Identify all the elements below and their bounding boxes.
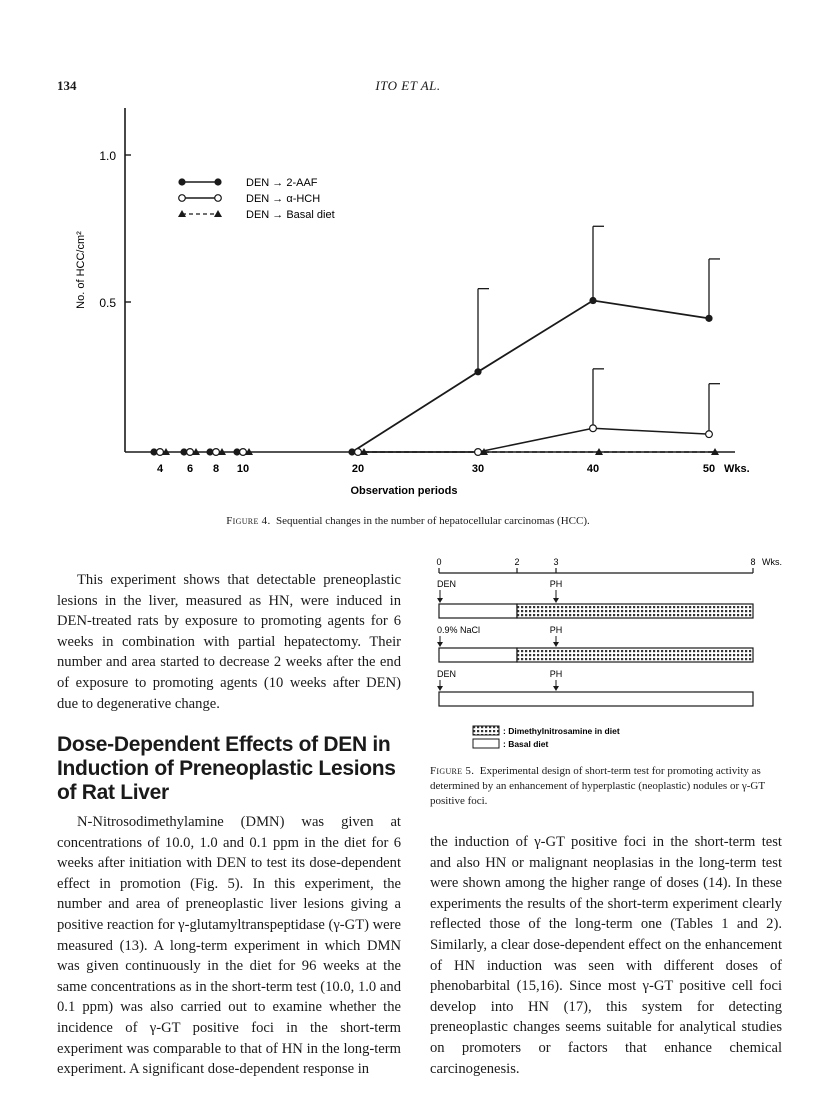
group-1-dmn-bar: [517, 604, 753, 618]
section-heading: Dose-Dependent Effects of DEN in Induction of Preneoplastic Lesions of Rat Liver: [57, 733, 396, 804]
legend-hatched-swatch: [473, 726, 499, 735]
legend-label-hch: DEN → α-HCH: [246, 193, 321, 205]
running-head: ITO ET AL.: [375, 78, 441, 93]
group-ph-label: PH: [549, 669, 563, 679]
group-ph-label: PH: [549, 625, 563, 635]
group-start-label: DEN: [437, 579, 457, 589]
series-line: [352, 301, 709, 452]
paragraph: This experiment shows that detectable preneoplastic lesions in the liver, measured as HN, were induced in DEN-treated rats by exposure to promoting agents for 6 weeks in combination with partial hepatectomy. Their number and area started to decrease 2 weeks after the end of exposure to promoting agents (10 weeks after DEN) due to degenerative change.: [57, 572, 401, 712]
figure-4-chart: [0, 0, 816, 510]
x-tick-label: 50: [702, 463, 716, 475]
data-point: [474, 368, 481, 375]
group-ph-label: PH: [549, 579, 563, 589]
data-point: [706, 431, 713, 438]
legend-label-2aaf: DEN → 2-AAF: [246, 177, 318, 189]
group-start-label: DEN: [437, 669, 457, 679]
left-column-bottom: [57, 812, 401, 1080]
figure-5-caption: [430, 764, 782, 809]
x-tick-label: 4: [156, 463, 164, 475]
figure-4-caption-text: Sequential changes in the number of hepatocellular carcinomas (HCC).: [276, 515, 590, 527]
data-point: [705, 315, 712, 322]
scale-tick: 0: [436, 557, 442, 567]
figure-5-diagram: [425, 550, 795, 755]
group-start-label: 0.9% NaCl: [437, 625, 481, 635]
scale-tick: 8: [750, 557, 756, 567]
page-number: 134: [57, 78, 77, 93]
series-line: [358, 428, 709, 452]
x-tick-label: 6: [186, 463, 194, 475]
x-tick-label: 10: [236, 463, 250, 475]
scale-tick: 3: [553, 557, 559, 567]
group-1-basal-bar: [439, 604, 517, 618]
x-tick-label: 40: [586, 463, 600, 475]
x-tick-label: 20: [351, 463, 365, 475]
group-3-basal-bar: [439, 692, 753, 706]
figure-4-caption-label: Figure 4.: [226, 515, 271, 527]
figure-5-caption-text: Experimental design of short-term test for promoting activity as determined by an enhancement of hyperplastic (neoplastic) nodules or γ-GT positive foci.: [430, 765, 765, 807]
x-axis-label: Observation periods: [350, 485, 458, 497]
x-tick-label: 30: [471, 463, 485, 475]
figure-5-caption-label: Figure 5.: [430, 765, 475, 777]
group-2-basal-bar: [439, 648, 517, 662]
figure-4-caption: [0, 514, 816, 529]
data-point: [590, 425, 597, 432]
y-tick-label: 1.0: [99, 149, 116, 163]
scale-unit: Wks.: [762, 557, 782, 567]
y-tick-label: 0.5: [99, 296, 116, 310]
legend-plain-swatch: [473, 739, 499, 748]
paragraph: N-Nitrosodimethylamine (DMN) was given at concentrations of 10.0, 1.0 and 0.1 ppm in the diet for 6 weeks after initiation with DEN to test its dose-dependent effect in promotion (Fig. 5). In this experiment, the number and area of preneoplastic liver lesions giving a positive reaction for γ-glutamyltranspeptidase (γ-GT) were measured (13). A long-term experiment in which DMN was given continuously in the diet for 96 weeks at the same concentrations as in the short-term test (10.0, 1.0 and 0.1 ppm) was also carried out to examine whether the incidence of γ-GT positive foci in the short-term experiment was comparable to that of HN in the long-term experiment. A significant dose-dependent response in: [57, 814, 401, 1078]
legend-plain-label: : Basal diet: [503, 739, 549, 749]
paragraph: the induction of γ-GT positive foci in the short-term test and also HN or malignant neoplasias in the long-term test were shown among the higher range of doses (14). In these experiments the results of the short-term experiment clearly reflected those of the long-term one (Tables 1 and 2). Similarly, a clear dose-dependent effect on the enhancement of HN induction was seen with different doses of phenobarbital (15,16). Since most γ-GT positive cell foci develop into HN (17), this system for detecting preneoplastic changes seems suitable for analytical studies on promoters or factors that enhance chemical carcinogenesis.: [430, 834, 782, 1077]
legend: [178, 177, 335, 221]
left-column-top: [57, 570, 401, 714]
legend-label-basal: DEN → Basal diet: [246, 209, 335, 221]
scale-tick: 2: [514, 557, 520, 567]
right-column-bottom: [430, 832, 782, 1079]
y-axis-label: No. of HCC/cm²: [75, 231, 87, 309]
legend-hatched-label: : Dimethylnitrosamine in diet: [503, 726, 620, 736]
data-point: [589, 297, 596, 304]
x-unit-label: Wks.: [724, 463, 750, 475]
group-2-dmn-bar: [517, 648, 753, 662]
x-tick-label: 8: [212, 463, 220, 475]
